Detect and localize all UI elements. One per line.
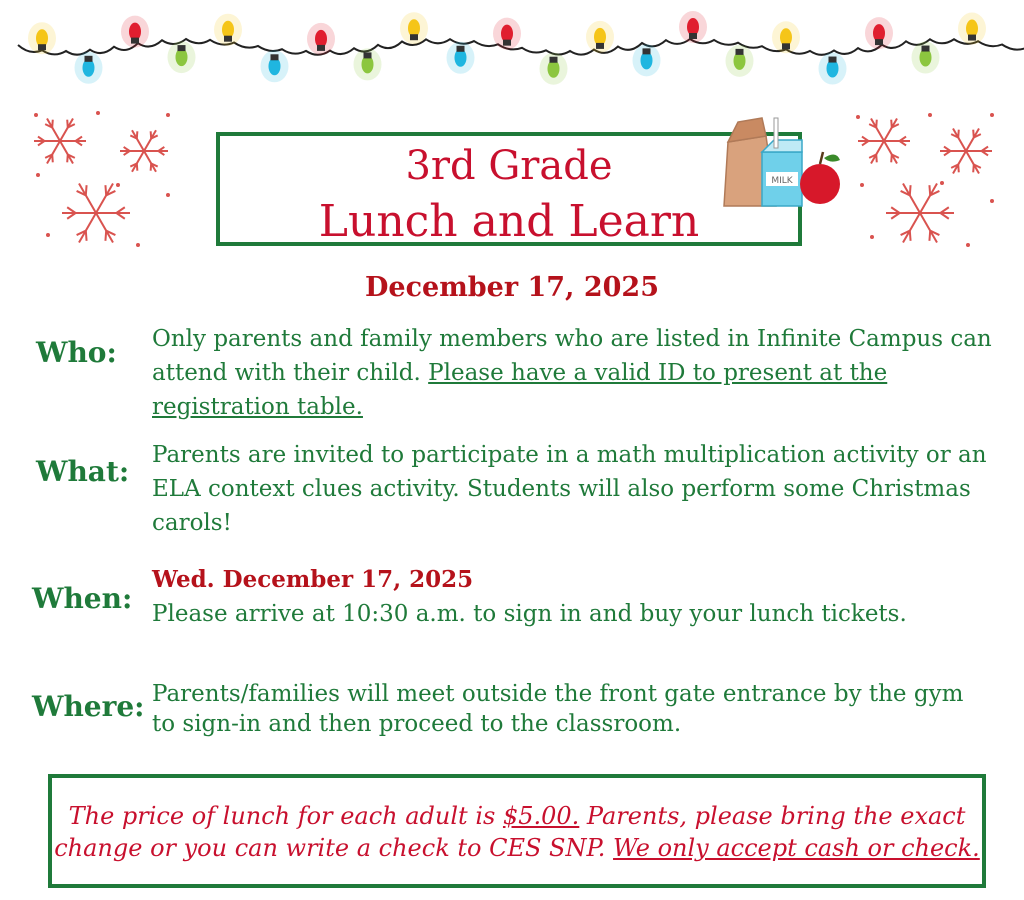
title-line-1: 3rd Grade (405, 143, 613, 189)
when-date: Wed. December 17, 2025 (152, 566, 474, 593)
snowflakes-left-decoration (28, 105, 178, 255)
snow-dot (928, 113, 932, 117)
snowflake-icon (62, 184, 130, 243)
light-bulb-icon (633, 44, 661, 76)
price-note-box (48, 774, 986, 888)
light-bulb-icon (726, 45, 754, 77)
light-bulb-icon (447, 42, 475, 74)
snow-dot (870, 235, 874, 239)
lunch-icon (716, 112, 852, 212)
light-bulb-icon (354, 48, 382, 80)
where-text: Parents/families will meet outside the front gate entrance by the gym to sign-in and then proceed to the classroom. (152, 681, 964, 737)
light-bulb-icon (819, 53, 847, 85)
snow-dot (36, 173, 40, 177)
when-text (152, 563, 912, 631)
snow-dot (966, 243, 970, 247)
light-bulb-icon (679, 11, 707, 43)
snowflake-icon (886, 184, 954, 243)
when-body: Please arrive at 10:30 a.m. to sign in and buy your lunch tickets. (152, 601, 907, 627)
title-line-2: Lunch and Learn (318, 196, 700, 247)
light-bulb-icon (75, 52, 103, 84)
light-bulb-icon (540, 53, 568, 85)
light-bulb-icon (493, 18, 521, 50)
payment-note: We only accept cash or check. (613, 834, 980, 862)
what-label: What: (36, 455, 130, 488)
light-bulb-icon (772, 21, 800, 53)
who-body: Only parents and family members who are listed in Infinite Campus can attend with their child. (152, 326, 992, 386)
light-bulb-icon (586, 21, 614, 53)
snow-dot (116, 183, 120, 187)
light-bulb-icon (168, 41, 196, 73)
what-text: Parents are invited to participate in a math multiplication activity or an ELA context clues activity. Students will also perform some Christmas carols! (152, 442, 987, 536)
snowflake-icon (34, 118, 86, 163)
snow-dot (136, 243, 140, 247)
milk-carton-icon (762, 118, 802, 206)
who-label: Who: (36, 336, 117, 369)
string-lights-decoration (0, 0, 1024, 95)
light-bulb-icon (400, 12, 428, 44)
snow-dot (96, 111, 100, 115)
snow-dot (990, 113, 994, 117)
apple-icon (800, 152, 840, 204)
date-heading: December 17, 2025 (365, 272, 659, 303)
snow-dot (166, 113, 170, 117)
snow-dot (990, 199, 994, 203)
price-note-before: The price of lunch for each adult is (68, 802, 503, 830)
milk-label: MILK (771, 176, 793, 186)
light-bulb-icon (121, 16, 149, 48)
snowflakes-right-decoration (850, 105, 1000, 255)
who-id-note: Please have a valid ID to present at the registration table. (152, 360, 888, 420)
snow-dot (166, 193, 170, 197)
price-amount: $5.00. (502, 802, 580, 830)
snow-dot (860, 183, 864, 187)
snowflake-icon (858, 118, 910, 163)
price-note-middle: Parents, please bring the exact change or you can write a check to CES SNP. (54, 802, 966, 862)
title-box (216, 132, 802, 246)
who-text (152, 322, 1002, 424)
snow-dot (940, 181, 944, 185)
snow-dot (856, 115, 860, 119)
where-label: Where: (32, 690, 145, 723)
snowflake-icon (940, 128, 992, 173)
light-bulb-icon (214, 14, 242, 46)
when-label: When: (32, 582, 133, 615)
snowflake-icon (120, 130, 168, 172)
light-bulb-icon (912, 42, 940, 74)
light-bulb-icon (28, 22, 56, 54)
light-bulb-icon (307, 23, 335, 55)
light-bulb-icon (261, 50, 289, 82)
light-bulb-icon (865, 17, 893, 49)
snow-dot (34, 113, 38, 117)
light-bulb-icon (958, 13, 986, 45)
snow-dot (46, 233, 50, 237)
